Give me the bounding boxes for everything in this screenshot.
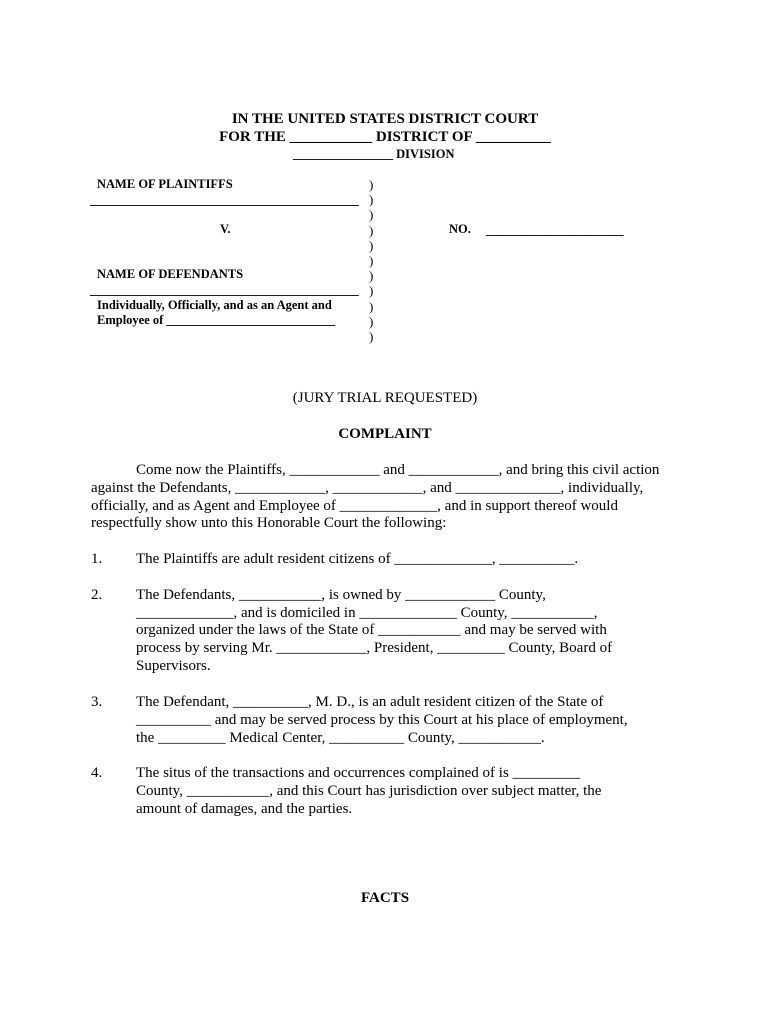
item-line: organized under the laws of the State of ___________ and may be served with: [136, 622, 607, 638]
item-number: 3.: [91, 694, 103, 710]
district-line: FOR THE ___________ DISTRICT OF __________: [219, 129, 551, 145]
item-number: 1.: [91, 551, 103, 567]
caption-parentheses: ) ) ) ) ) ) ) ) ) ) ): [369, 177, 374, 345]
capacity-line-1: Individually, Officially, and as an Agent and: [97, 298, 332, 312]
court-title: IN THE UNITED STATES DISTRICT COURT: [231, 111, 539, 127]
case-number-line: ______________________: [486, 223, 624, 237]
defendants-label: NAME OF DEFENDANTS: [97, 267, 244, 281]
division-line: ________________ DIVISION: [293, 147, 455, 161]
item-line: The Defendants, ___________, is owned by ____________ County,: [136, 587, 546, 603]
facts-heading: FACTS: [360, 890, 410, 906]
jury-request: (JURY TRIAL REQUESTED): [292, 390, 478, 406]
item-line: __________ and may be served process by this Court at his place of employment,: [136, 712, 628, 728]
item-line: County, ___________, and this Court has jurisdiction over subject matter, the: [136, 783, 602, 799]
item-line: The Plaintiffs are adult resident citizens of _____________, __________.: [136, 551, 579, 567]
capacity-line-2: Employee of ___________________________: [97, 313, 336, 327]
intro-line: officially, and as Agent and Employee of _____________, and in support thereof would: [91, 498, 618, 514]
document-title: COMPLAINT: [338, 426, 432, 442]
intro-line: Come now the Plaintiffs, ____________ and ____________, and bring this civil action: [136, 462, 660, 478]
versus-label: V.: [220, 222, 231, 236]
defendants-line: ___________________________________________: [90, 283, 359, 297]
plaintiffs-line: ___________________________________________: [90, 193, 359, 207]
intro-line: respectfully show unto this Honorable Court the following:: [91, 515, 447, 531]
intro-line: against the Defendants, ____________, ____________, and ______________, individually,: [91, 480, 644, 496]
item-number: 2.: [91, 587, 103, 603]
item-line: process by serving Mr. ____________, President, _________ County, Board of: [136, 640, 613, 656]
plaintiffs-label: NAME OF PLAINTIFFS: [97, 177, 233, 191]
item-line: The situs of the transactions and occurrences complained of is _________: [136, 765, 581, 781]
item-line: _____________, and is domiciled in _____________ County, ___________,: [136, 605, 598, 621]
item-number: 4.: [91, 765, 103, 781]
item-line: Supervisors.: [136, 658, 211, 674]
item-line: amount of damages, and the parties.: [136, 801, 353, 817]
case-number-label: NO.: [449, 222, 471, 236]
item-line: the _________ Medical Center, __________ County, ___________.: [136, 730, 545, 746]
item-line: The Defendant, __________, M. D., is an adult resident citizen of the State of: [136, 694, 604, 710]
